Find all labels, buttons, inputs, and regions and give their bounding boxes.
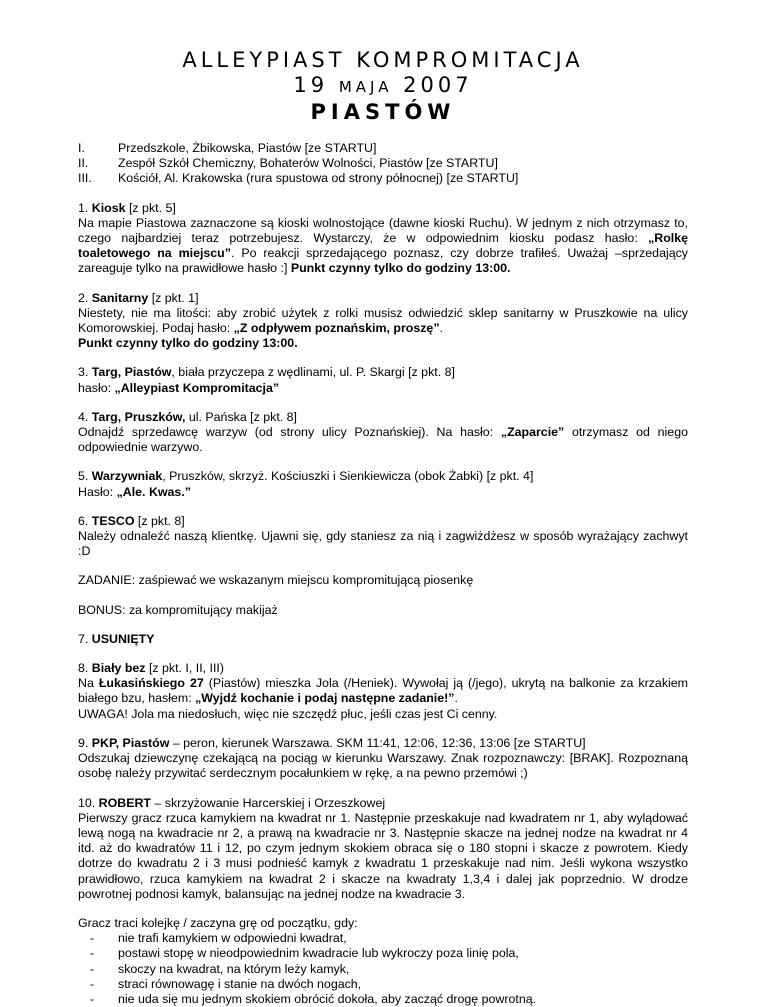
section-text: Należy odnaleźć naszą klientkę. Ujawni się, gdy staniesz za nią i zagwiżdżesz w sposób wyrażający zachwyt :D [78, 529, 688, 559]
list-dash: - [90, 976, 95, 991]
section-number: 5. [78, 469, 92, 484]
section-number: 3. [78, 365, 92, 380]
list-item [90, 931, 688, 946]
rules-list [78, 931, 688, 1007]
section-title: PKP, Piastów [91, 735, 170, 750]
list-item-text: postawi stopę w nieodpowiednim kwadracie lub wykroczy poza linię pola, [118, 946, 519, 961]
section-4-targ-pruszkow [78, 410, 688, 456]
section-5-warzywniak [78, 469, 688, 499]
password: „Zaparcie” [500, 425, 565, 440]
section-title: Sanitarny [91, 290, 149, 305]
opening-hours-note: Punkt czynny tylko do godziny 13:00. [78, 336, 298, 351]
list-dash: - [90, 991, 95, 1006]
section-title: Warzywniak [91, 469, 163, 484]
section-meta: [z pkt. 1] [148, 290, 199, 305]
start-point [78, 171, 688, 186]
password: „Wyjdź kochanie i podaj następne zadanie!” [195, 691, 455, 706]
section-number: 4. [78, 409, 92, 424]
section-number: 10. [78, 795, 99, 810]
list-dash: - [90, 931, 95, 946]
section-7-usuniety [78, 632, 688, 647]
section-1-kiosk [78, 201, 688, 277]
task-text: ZADANIE: zaśpiewać we wskazanym miejscu kompromitującą piosenkę [78, 573, 474, 588]
list-item-text: skoczy na kwadrat, na którym leży kamyk, [118, 961, 350, 976]
section-number: 7. [78, 631, 92, 646]
section-number: 6. [78, 513, 92, 528]
title-line-1: ALLEYPIAST KOMPROMITACJA [182, 48, 584, 72]
list-item-text: nie trafi kamykiem w odpowiedni kwadrat, [118, 931, 347, 946]
section-text: (Piastów) mieszka Jola (/Heniek). Wywołaj ją (/jego), ukrytą na balkonie za krzakiem białego bzu, hasłem: [78, 676, 688, 706]
rules-intro: Gracz traci kolejkę / zaczyna grę od początku, gdy: [78, 915, 358, 930]
section-number: 9. [78, 735, 92, 750]
password: „Z odpływem poznańskim, proszę” [233, 321, 440, 336]
start-point [78, 141, 688, 156]
section-meta: , biała przyczepa z wędlinami, ul. P. Skargi [z pkt. 8] [171, 365, 455, 380]
password: „Alleypiast Kompromitacja” [114, 380, 280, 395]
start-point-text: Zespół Szkół Chemiczny, Bohaterów Wolności, Piastów [ze STARTU] [118, 156, 498, 171]
section-text: . [439, 321, 443, 336]
section-title: Kiosk [91, 200, 126, 215]
section-text: hasło: [78, 380, 115, 395]
bonus-note [78, 603, 688, 618]
password: „Rolkę toaletowego na miejscu” [78, 231, 688, 261]
section-number: 2. [78, 290, 92, 305]
list-item-text: straci równowagę i stanie na dwóch nogach, [118, 976, 362, 991]
section-text: Na mapie Piastowa zaznaczone są kioski wolnostojące (dawne kioski Ruchu). W jednym z nich otrzymasz to, czego najbardziej teraz potrzebujesz. Wystarczy, że w odpowiednim kiosku podasz hasło: [78, 215, 688, 246]
section-6-tesco [78, 514, 688, 560]
title-line-2 [78, 73, 688, 100]
title-day: 19 [293, 73, 339, 97]
bonus-text: BONUS: za kompromitujący makijaż [78, 602, 278, 617]
section-meta: ul. Pańska [z pkt. 8] [185, 409, 297, 424]
section-text: Pierwszy gracz rzuca kamykiem na kwadrat nr 1. Następnie przeskakuje nad kwadratem nr 1, aby wylądować lewą nogą na kwadracie nr 2, a prawą na kwadracie nr 3. Następnie skacze na jednej nodze na kwadrat nr 4 itd. aż do kwadratów 11 i 12, po czym jednym skokiem obraca się o 180 stopni i skacze z powrotem. Kiedy dotrze do kwadratu 2 i 3 musi podnieść kamyk z kwadratu 1 przeskakuje nad nim. Jeśli wykona wszystko prawidłowo, rzuca kamykiem na kwadrat 2 i skacze na kwadraty 1,3,4 i dalej jak poprzednio. W drodze powrotnej podnosi kamyk, balansując na jednej nodze na kwadracie 3. [78, 810, 688, 901]
start-point-number: I. [78, 141, 85, 155]
title-line-3: PIASTÓW [310, 100, 456, 124]
start-point-text: Kościół, Al. Krakowska (rura spustowa od strony północnej) [ze STARTU] [118, 171, 519, 186]
task-note [78, 573, 688, 588]
section-text: otrzymasz od niego odpowiednie warzywo. [78, 425, 688, 455]
section-title: TESCO [91, 513, 135, 528]
section-text: . [454, 691, 458, 706]
section-2-sanitarny [78, 291, 688, 352]
section-3-targ-piastow [78, 365, 688, 395]
section-title: USUNIĘTY [91, 631, 155, 646]
warning-text: UWAGA! Jola ma niedosłuch, więc nie szczędź płuc, jeśli czas jest Ci cenny. [78, 706, 498, 721]
title-month: MAJA [338, 78, 393, 96]
start-point-number: III. [78, 171, 92, 186]
section-9-pkp [78, 736, 688, 782]
section-number: 8. [78, 661, 92, 676]
title-year: 2007 [392, 73, 473, 97]
section-8-bialy-bez [78, 661, 688, 722]
section-title: Targ, Pruszków, [91, 409, 186, 424]
section-10-robert [78, 796, 688, 902]
section-text: Odnajdź sprzedawcę warzyw (od strony ulicy Poznańskiej). Na hasło: [78, 425, 501, 440]
password: „Ale. Kwas.” [116, 484, 191, 499]
list-item [90, 992, 688, 1007]
list-item [90, 962, 688, 977]
start-point-number: II. [78, 156, 89, 171]
section-meta: [z pkt. 8] [134, 513, 185, 528]
list-item [90, 946, 688, 961]
section-text: Niestety, nie ma litości: aby zrobić użytek z rolki musisz odwiedzić sklep sanitarny w Pruszkowie na ulicy Komorowskiej. Podaj hasło: [78, 305, 688, 336]
section-meta: , Pruszków, skrzyż. Kościuszki i Sienkiewicza (obok Żabki) [z pkt. 4] [162, 469, 534, 484]
street-address: Łukasińskiego 27 [98, 676, 204, 691]
document-page [78, 48, 688, 1007]
start-point [78, 156, 688, 171]
list-dash: - [90, 961, 95, 976]
section-number: 1. [78, 200, 92, 215]
section-title: ROBERT [98, 795, 151, 810]
section-meta: – skrzyżowanie Harcerskiej i Orzeszkowej [151, 795, 386, 810]
section-meta: – peron, kierunek Warszawa. SKM 11:41, 12:06, 12:36, 13:06 [ze STARTU] [169, 735, 586, 750]
list-dash: - [90, 946, 95, 961]
opening-hours-note: Punkt czynny tylko do godziny 13:00. [290, 261, 511, 276]
section-text: Odszukaj dziewczynę czekającą na pociąg w kierunku Warszawy. Znak rozpoznawczy: [BRAK]. Rozpoznaną osobę należy przywitać serdecznym pocałunkiem w rękę, a na pewno przemówi ;) [78, 751, 688, 781]
start-points-list [78, 141, 688, 187]
section-text: Na [78, 676, 99, 691]
section-meta: [z pkt. 5] [125, 200, 176, 215]
start-point-text: Przedszkole, Żbikowska, Piastów [ze STARTU] [118, 141, 377, 155]
section-meta: [z pkt. I, II, III) [145, 661, 224, 676]
list-item [90, 977, 688, 992]
section-text: Hasło: [78, 484, 117, 499]
section-title: Targ, Piastów [91, 365, 172, 380]
rules-block [78, 916, 688, 1007]
section-text: . Po reakcji sprzedającego poznasz, czy dobrze trafiłeś. Uważaj –sprzedający zareaguje tylko na prawidłowe hasło :] [78, 246, 688, 276]
list-item-text: nie uda się mu jednym skokiem obrócić dokoła, aby zacząć drogę powrotną. [118, 991, 537, 1006]
section-title: Biały bez [91, 661, 146, 676]
